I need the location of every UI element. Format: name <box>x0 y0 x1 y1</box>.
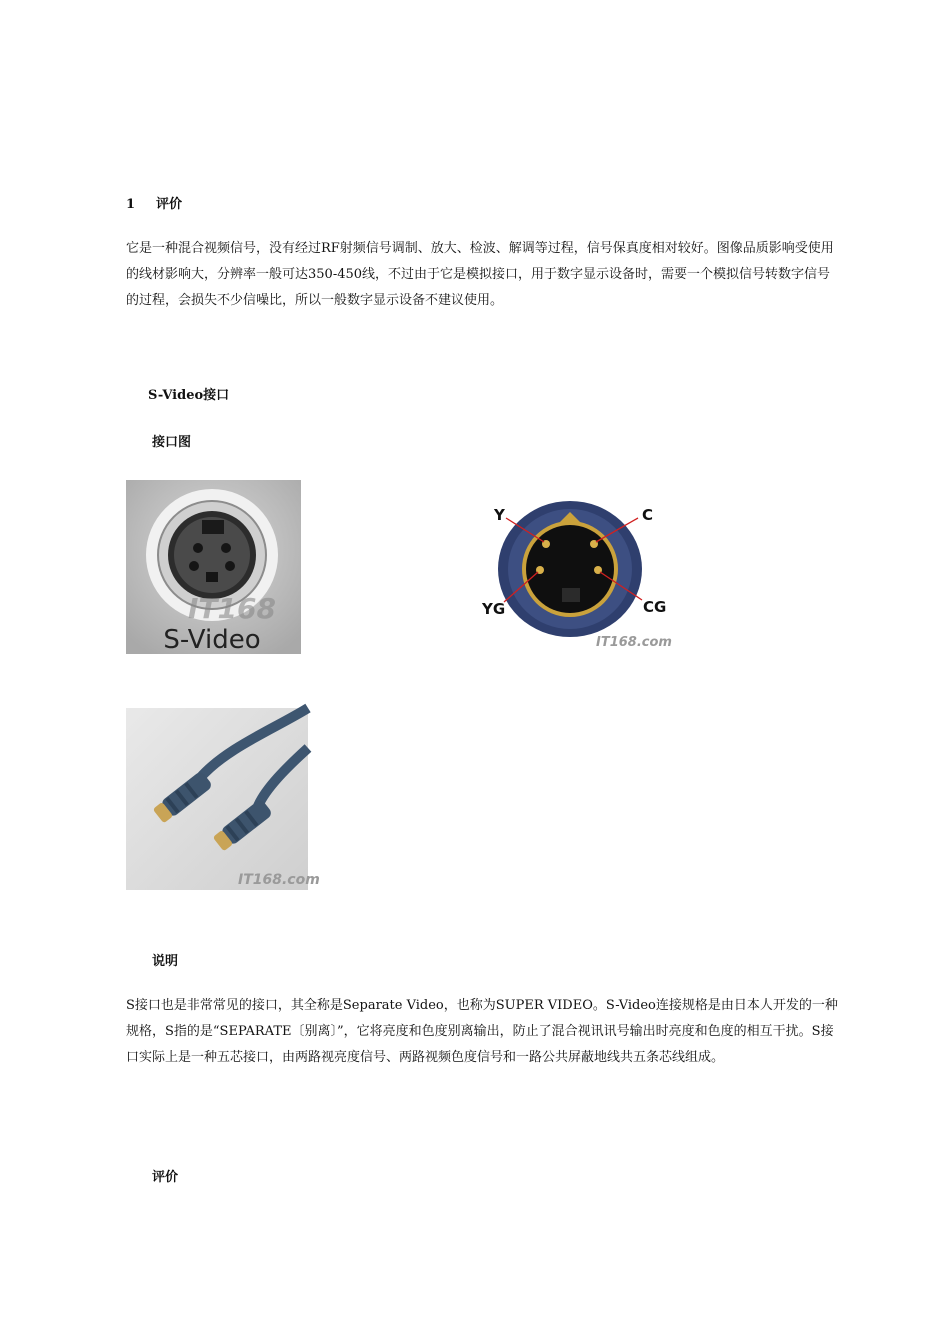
diagram-heading: 接口图 <box>152 435 192 450</box>
explain-heading: 说明 <box>152 954 179 969</box>
svideo-pin-diagram <box>478 494 670 654</box>
svideo-title: S-Video接口 <box>148 388 230 403</box>
section-heading <box>126 193 182 212</box>
svideo-label: S-Video <box>163 625 261 655</box>
svideo-cable-photo <box>126 708 320 890</box>
svg-text:IT168: IT168 <box>188 592 276 625</box>
section-title: 评价 <box>156 197 183 212</box>
explain-paragraph: S接口也是非常常见的接口，其全称是Separate Video，也称为SUPER VIDEO。S-Video连接规格是由日本人开发的一种规格，S指的是“SEPARATE〔别离〕”，它将亮度和色度别离输出，防止了混合视讯讯号输出时亮度和色度的相互干扰。S接口实际上是一种五芯接口，由两路视亮度信号、两路视频色度信号和一路公共屏蔽地线共五条芯线组成。 <box>126 998 838 1065</box>
section-number: 1 <box>126 197 136 212</box>
pin-label-y: Y <box>494 506 505 524</box>
svideo-port-photo <box>126 480 301 654</box>
pin-label-c: C <box>642 506 654 524</box>
watermark: IT168.com <box>238 872 320 888</box>
evaluation-paragraph: 它是一种混合视频信号，没有经过RF射频信号调制、放大、检波、解调等过程，信号保真度相对较好。图像品质影响受使用的线材影响大，分辨率一般可达350-450线，不过由于它是模拟接口，用于数字显示设备时，需要一个模拟信号转数字信号的过程，会损失不少信噪比，所以一般数字显示设备不建议使用。 <box>126 241 834 308</box>
pin-label-yg: YG <box>482 600 506 618</box>
watermark: IT168.com <box>596 635 672 650</box>
pin-label-cg: CG <box>643 598 667 616</box>
eval-heading: 评价 <box>152 1170 179 1185</box>
